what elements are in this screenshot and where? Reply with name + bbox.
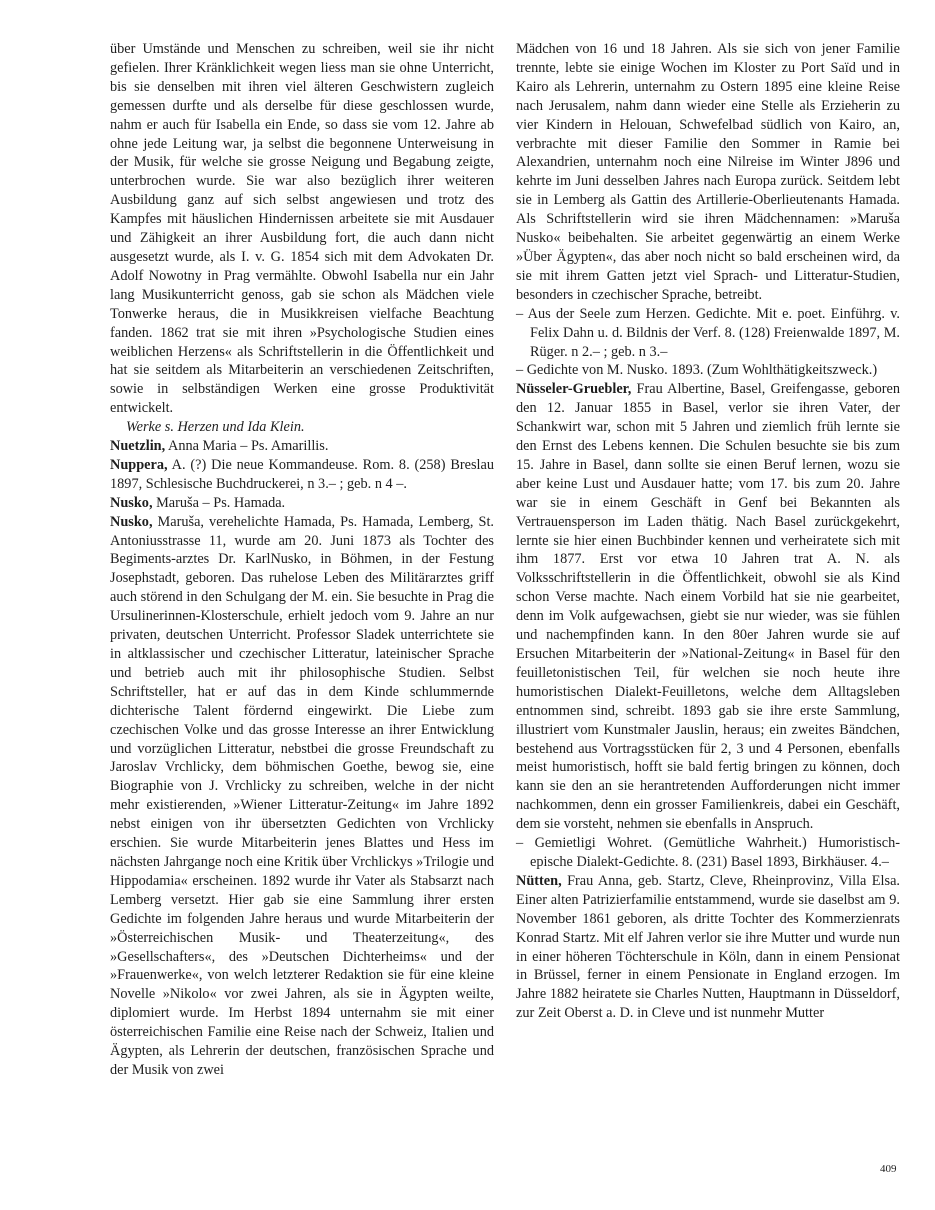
lexicon-entry: Nüsseler-Gruebler, Frau Albertine, Basel, Greifengasse, geboren den 12. Januar 1855 in Basel, verlor sie ihren Vater, der Schankwirt war, schon mit 5 Jahren und ziemlich früh lernte sie den Ernst des Lebens kennen. Die Schulen besuchte sie bis zum 15. Jahre in Basel, dann sollte sie einen Beruf lernen, wozu sie aber keine Lust und Ausdauer hatte; vom 17. bis zum 20. Jahre war sie in einem Geschäft in Genf bei Bekannten als Vertrauensperson im Laden thätig. Nach Basel zurückgekehrt, lernte sie hier einen Buchbinder kennen und verheiratete sich mit ihm 1877. Erst vor etwa 10 Jahren trat A. N. als Volksschriftstellerin in die Öffentlichkeit, obwohl sie als Kind schon Verse machte. Nach einem Vorbild hat sie nie gearbeitet, denn im Volk aufgewachsen, giebt sie nur wieder, was sie fühlen und nachempfinden kann. In den 80er Jahren wurde sie auf Ersuchen Mitarbeiterin der »National-Zeitung« in Basel für den feuilletonistischen Teil, für welchen sie noch heute ihre humoristischen Dialekt-Feuilletons, welche dem Alltagsleben entnommen sind, schreibt. 1893 gab sie ihre erste Sammlung, illustriert vom Kunstmaler Jauslin, heraus; ein zweites Bändchen, bestehend aus Vortragsstücken für 2, 3 und 4 Personen, ebenfalls meist humoristisch, hofft sie bald fertig bringen zu können, doch kann sie den an sie herantretenden Aufforderungen nicht immer nachkommen, denn ein grosser Familienkreis, dabei ein Geschäft, dem sie vorsteht, nehmen sie ebenfalls in Anspruch. bbox=[516, 381, 900, 833]
lexicon-entry: Nuppera, A. (?) Die neue Kommandeuse. Rom. 8. (258) Breslau 1897, Schlesische Buchdruckerei, n 3.– ; geb. n 4 –. bbox=[110, 456, 494, 492]
paragraph: Mädchen von 16 und 18 Jahren. Als sie sich von jener Familie trennte, lebte sie einige Wochen im Kloster zu Port Saïd und in Kairo als Lehrerin, unternahm zu Ostern 1895 eine kleine Reise nach Jerusalem, nahm dann wieder eine Stelle als Erzieherin zu vier Kindern in Helouan, Schwefelbad südlich von Kairo, an, verbrachte mit dieser Familie den Sommer in Ramie bei Alexandrien, unternahm noch eine Nilreise im Winter J896 und kehrte im Juni desselben Jahres nach Europa zurück. Seitdem lebt sie in Lemberg als Gattin des Artillerie-Oberlieutenants Hamada. Als Schriftstellerin wird sie ihren Mädchennamen: »Maruša Nusko« beibehalten. Sie arbeitet gegenwärtig an einem Werke »Über Ägypten«, das aber noch nicht so bald erscheinen wird, da sie mit ihrem Gatten jetzt viel Sprach- und Litteratur-Studien, besonders in czechischer Sprache, betreibt. bbox=[516, 41, 900, 303]
work-listing: – Aus der Seele zum Herzen. Gedichte. Mit e. poet. Einführg. v. Felix Dahn u. d. Bildnis der Verf. 8. (128) Freienwalde 1897, M. Rüger. n 2.– ; geb. n 3.– bbox=[516, 305, 900, 360]
left-column bbox=[110, 40, 494, 1080]
paragraph: über Umstände und Menschen zu schreiben, weil sie ihr nicht gefielen. Ihrer Kränklichkeit wegen liess man sie ohne Unterricht, bis sie denselben mit ihren viel älteren Geschwistern zugleich gemessen durfte und als derselbe für diese geschlossen wurde, nahm er auch für Isabella ein Ende, so dass sie vom 12. Jahre ab ohne jede Leitung war, ja selbst die begonnene Unterweisung in der Musik, für welche sie grosse Neigung und Begabung zeigte, unterbrochen wurde. Sie war also bezüglich ihrer weiteren Ausbildung ganz auf sich selbst angewiesen und trotz des Kampfes mit häuslichen Hindernissen arbeitete sie mit Ausdauer und Zähigkeit an ihrer Ausbildung fort, die auch dann nicht ausgesetzt wurde, als I. v. G. 1854 sich mit dem Advokaten Dr. Adolf Nowotny in Prag vermählte. Obwohl Isabella nur ein Jahr lang Musikunterricht genoss, gab sie schon als Mädchen viele Tonwerke heraus, die in Musikkreisen vielfache Beachtung fanden. 1862 trat sie mit ihren »Psychologische Studien eines weiblichen Herzens« als Schriftstellerin in die Öffentlichkeit und hat sie seitdem als Mitarbeiterin an verschiedenen Zeitschriften, sowie in selbständigen Werken eine grosse Produktivität entwickelt. bbox=[110, 41, 494, 417]
page-number: 409 bbox=[880, 1163, 897, 1175]
lexicon-entry: Nusko, Maruša, verehelichte Hamada, Ps. Hamada, Lemberg, St. Antoniusstrasse 11, wurde am 20. Juni 1873 als Tochter des Begiments-arztes Dr. KarlNusko, in Böhmen, in der Festung Josephstadt, geboren. Das ruhelose Leben des Militärarztes griff auch störend in den Schulgang der M. ein. Sie besuchte in Prag die Ursulinerinnen-Klosterschule, erhielt jedoch vom 9. Jahre an nur privaten, deutschen Unterricht. Professor Sladek unterrichtete sie in altklassischer und czechischer Litteratur, lateinischer Sprache und betrieb auch mit ihr philosophische Studien. Selbst Schriftsteller, hat er auf das in dem Kinde schlummernde dichterische Talent fördernd eingewirkt. Die Liebe zum czechischen Volke und das grosse Interesse an ihrer Entwicklung und vorzüglichen Litteratur, nebstbei die grosse Freundschaft zu Jaroslav Vrchlicky, dem böhmischen Goethe, bewog sie, eine Biographie von J. Vrchlicky zu schreiben, welche in der nicht mehr existierenden, »Wiener Litteratur-Zeitung« im Jahre 1892 nebst einigen von ihr übersetzten Gedichten von Vrchlicky erschien. Sie wurde Mitarbeiterin jenes Blattes und Hess im nächsten Jahrgange noch eine Kritik über Vrchlickys »Trilogie und Hippodamia« erscheinen. 1892 wurde ihr Vater als Stabsarzt nach Lemberg versetzt. Hier gab sie eine Sammlung ihrer ersten Gedichte im folgenden Jahre heraus und wurde Mitarbeiterin der »Österreichischen Musik- und Theaterzeitung«, des »Gesellschafters«, des »Deutschen Dichterheims« und der »Frauenwerke«, von welch letzterer Redaktion sie für eine kleine Novelle »Nikolo« vor zwei Jahren, als sie in Ägypten weilte, diplomiert wurde. Im Herbst 1894 unternahm sie mit einer österreichischen Familie eine Reise nach der Schweiz, Italien und Ägypten, als Lehrerin der deutschen, französischen Sprache und der Musik von zwei bbox=[110, 513, 494, 1078]
right-column bbox=[516, 40, 900, 1023]
lexicon-entry: Nusko, Maruša – Ps. Hamada. bbox=[110, 494, 286, 511]
work-listing: – Gemietligi Wohret. (Gemütliche Wahrheit.) Humoristisch-epische Dialekt-Gedichte. 8. (231) Basel 1893, Birkhäuser. 4.– bbox=[516, 835, 900, 870]
paragraph: Werke s. Herzen und Ida Klein. bbox=[126, 419, 305, 436]
work-listing: – Gedichte von M. Nusko. 1893. (Zum Wohlthätigkeitszweck.) bbox=[516, 362, 878, 379]
lexicon-entry: Nütten, Frau Anna, geb. Startz, Cleve, Rheinprovinz, Villa Elsa. Einer alten Patrizierfamilie entstammend, wurde sie daselbst am 9. November 1861 geboren, als dritte Tochter des Kommerzienrats Konrad Startz. Mit elf Jahren verlor sie ihre Mutter und wurde nun in einer höheren Töchterschule in Köln, dann in einem Pensionat in Brüssel, ferner in einem Pensionate in England erzogen. Im Jahre 1882 heiratete sie Charles Nutten, Hauptmann in Düsseldorf, zur Zeit Oberst a. D. in Cleve und ist nunmehr Mutter bbox=[516, 872, 900, 1022]
lexicon-entry: Nuetzlin, Anna Maria – Ps. Amarillis. bbox=[110, 438, 329, 455]
